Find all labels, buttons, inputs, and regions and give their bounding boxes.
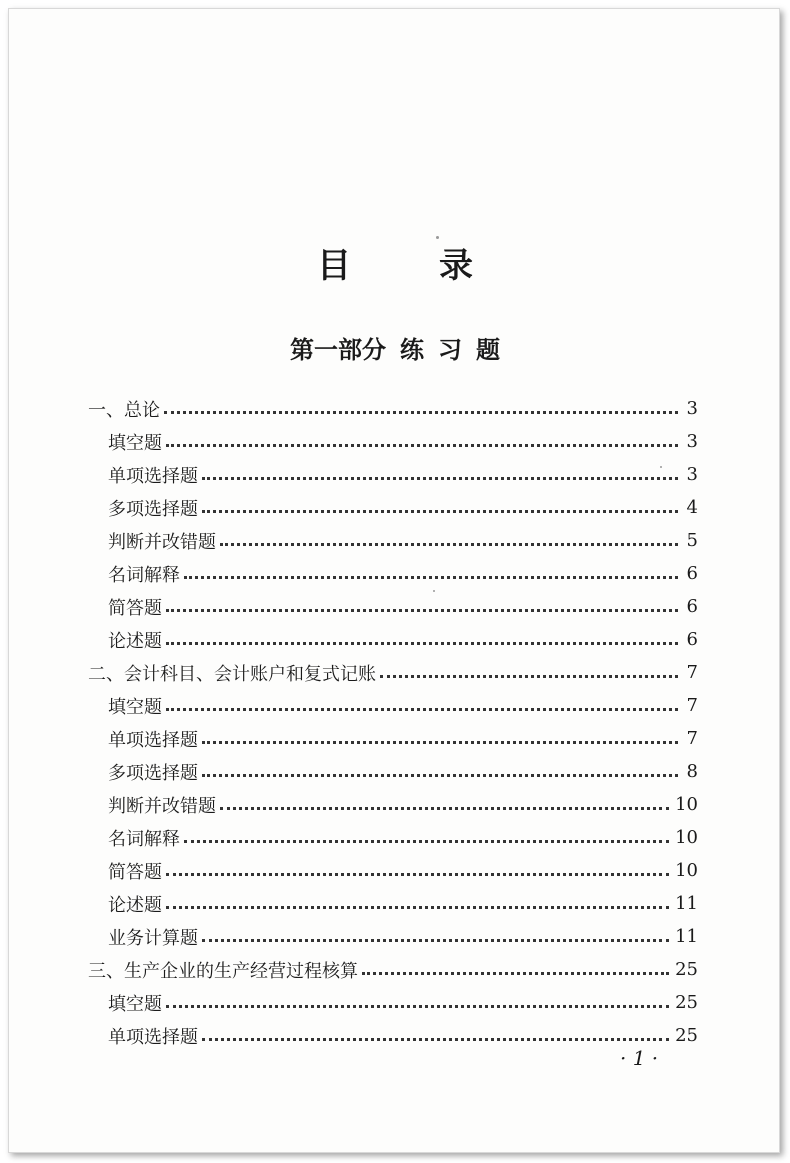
- toc-entry-label: 填空题: [108, 696, 162, 718]
- toc-section-entry[interactable]: [108, 590, 698, 623]
- title-char-1: 目: [317, 246, 351, 286]
- toc-entry-label: 二、会计科目、会计账户和复式记账: [88, 663, 376, 685]
- toc-entry-label: 名词解释: [108, 828, 180, 850]
- toc-entry-page: 6: [686, 629, 698, 650]
- dot-leader: [202, 509, 678, 513]
- toc-entry-label: 论述题: [108, 630, 162, 652]
- dot-leader: [166, 707, 678, 711]
- toc-entry-label: 多项选择题: [108, 762, 198, 784]
- toc-section-entry[interactable]: [108, 788, 698, 821]
- toc-entry-label: 判断并改错题: [108, 531, 216, 553]
- dot-leader: [380, 674, 678, 678]
- part-title: [0, 330, 790, 365]
- toc-entry-label: 单项选择题: [108, 1026, 198, 1048]
- scan-speck: [660, 466, 662, 468]
- toc-entry-page: 11: [675, 893, 698, 914]
- dot-leader: [202, 938, 669, 942]
- scan-speck: [436, 236, 439, 239]
- dot-leader: [220, 806, 669, 810]
- toc-section-entry[interactable]: [108, 1019, 698, 1052]
- dot-leader: [184, 575, 678, 579]
- toc-entry-label: 名词解释: [108, 564, 180, 586]
- toc-entry-label: 填空题: [108, 993, 162, 1015]
- dot-leader: [166, 1004, 669, 1008]
- part-title-main: 第一部分: [290, 335, 386, 364]
- toc-entry-page: 6: [686, 596, 698, 617]
- toc-section-entry[interactable]: [108, 755, 698, 788]
- toc-chapter-entry[interactable]: [88, 392, 698, 425]
- toc-entry-page: 25: [675, 992, 698, 1013]
- toc-entry-label: 简答题: [108, 861, 162, 883]
- toc-entry-label: 填空题: [108, 432, 162, 454]
- toc-entry-page: 6: [686, 563, 698, 584]
- page-number: · 1 ·: [620, 1046, 659, 1070]
- toc-entry-label: 业务计算题: [108, 927, 198, 949]
- scan-speck: [433, 590, 435, 592]
- toc-section-entry[interactable]: [108, 854, 698, 887]
- toc-entry-page: 5: [686, 530, 698, 551]
- toc-chapter-entry[interactable]: [88, 953, 698, 986]
- toc-entry-page: 3: [686, 398, 698, 419]
- toc-entry-page: 7: [686, 695, 698, 716]
- toc-section-entry[interactable]: [108, 425, 698, 458]
- toc-entry-page: 8: [686, 761, 698, 782]
- toc-entry-page: 10: [675, 827, 698, 848]
- toc-entry-label: 论述题: [108, 894, 162, 916]
- dot-leader: [220, 542, 678, 546]
- toc-entry-page: 7: [686, 662, 698, 683]
- toc-section-entry[interactable]: [108, 920, 698, 953]
- toc-entry-label: 单项选择题: [108, 465, 198, 487]
- toc-section-entry[interactable]: [108, 821, 698, 854]
- toc-section-entry[interactable]: [108, 557, 698, 590]
- toc-entry-label: 三、生产企业的生产经营过程核算: [88, 960, 358, 982]
- toc-section-entry[interactable]: [108, 623, 698, 656]
- toc-section-entry[interactable]: [108, 458, 698, 491]
- title-char-2: 录: [439, 246, 473, 286]
- toc-chapter-entry[interactable]: [88, 656, 698, 689]
- dot-leader: [166, 641, 678, 645]
- dot-leader: [202, 476, 678, 480]
- toc-section-entry[interactable]: [108, 491, 698, 524]
- dot-leader: [164, 410, 678, 414]
- dot-leader: [202, 1037, 669, 1041]
- toc-entry-page: 10: [675, 860, 698, 881]
- dot-leader: [184, 839, 669, 843]
- toc-entry-label: 多项选择题: [108, 498, 198, 520]
- toc-entry-page: 25: [675, 1025, 698, 1046]
- dot-leader: [202, 773, 678, 777]
- toc-entry-page: 11: [675, 926, 698, 947]
- toc-section-entry[interactable]: [108, 689, 698, 722]
- dot-leader: [362, 971, 669, 975]
- toc-entry-page: 4: [686, 497, 698, 518]
- dot-leader: [166, 443, 678, 447]
- toc-entry-page: 3: [686, 464, 698, 485]
- page-title: [0, 238, 790, 287]
- dot-leader: [166, 905, 669, 909]
- part-title-char-3: 题: [476, 335, 500, 364]
- part-title-char-2: 习: [438, 335, 462, 364]
- toc-entry-page: 10: [675, 794, 698, 815]
- toc-section-entry[interactable]: [108, 722, 698, 755]
- toc-entry-label: 判断并改错题: [108, 795, 216, 817]
- toc-entry-label: 简答题: [108, 597, 162, 619]
- toc-section-entry[interactable]: [108, 887, 698, 920]
- dot-leader: [166, 608, 678, 612]
- toc-entry-page: 25: [675, 959, 698, 980]
- dot-leader: [166, 872, 669, 876]
- part-title-char-1: 练: [400, 335, 424, 364]
- toc-entry-label: 一、总论: [88, 399, 160, 421]
- toc-entry-page: 3: [686, 431, 698, 452]
- toc-entry-label: 单项选择题: [108, 729, 198, 751]
- dot-leader: [202, 740, 678, 744]
- toc-section-entry[interactable]: [108, 524, 698, 557]
- toc-section-entry[interactable]: [108, 986, 698, 1019]
- toc-entry-page: 7: [686, 728, 698, 749]
